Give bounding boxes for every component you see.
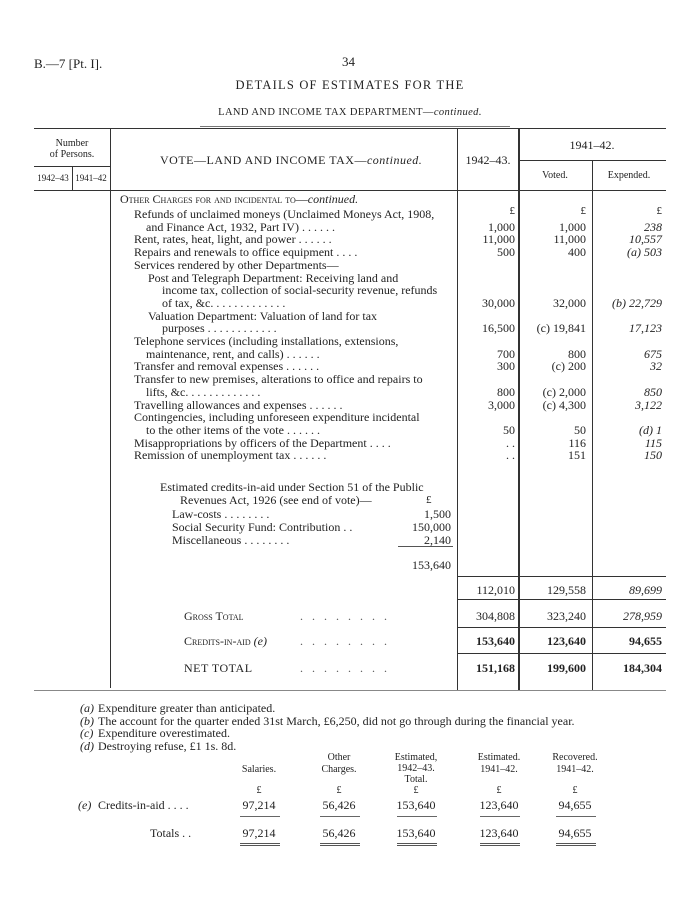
row-voted: 800 xyxy=(568,346,586,361)
summary-cell: 153,640 xyxy=(396,826,436,840)
footnote-text: Destroying refuse, £1 1s. 8d. xyxy=(98,738,237,753)
gross-total-expended: 278,959 xyxy=(623,609,662,623)
row-estimate: 16,500 xyxy=(482,321,515,336)
summary-row-mark: (e) xyxy=(78,798,92,812)
currency-est: £ xyxy=(509,205,515,217)
gross-total-est: 304,808 xyxy=(476,609,515,623)
summary-cell: 153,640 xyxy=(396,798,436,812)
table-top-rule xyxy=(34,128,666,129)
summary-col-header: Estimated, xyxy=(394,752,438,763)
department-subtitle: LAND AND INCOME TAX DEPARTMENT—continued. xyxy=(218,107,482,118)
row-description-line: Post and Telegraph Department: Receiving land and xyxy=(148,270,399,285)
expended-heading: Expended. xyxy=(607,170,651,181)
credit-item-label: Social Security Fund: Contribution . . xyxy=(172,520,353,534)
row-expended: 10,557 xyxy=(629,232,662,247)
row-description-line: Repairs and renewals to office equipment . . . . xyxy=(134,245,358,260)
row-estimate: 800 xyxy=(497,384,515,399)
summary-cell: 123,640 xyxy=(479,798,519,812)
row-description-line: Misappropriations by officers of the Department . . . . xyxy=(134,435,391,450)
row-voted: 151 xyxy=(568,448,586,463)
summary-currency: £ xyxy=(413,785,419,796)
persons-col-right xyxy=(110,128,111,688)
net-total-leader: . . . . . . . . xyxy=(300,661,390,675)
row-description-line: Contingencies, including unforeseen expenditure incidental xyxy=(134,410,420,425)
row-voted: 11,000 xyxy=(553,232,586,247)
document-reference: B.—7 [Pt. I]. xyxy=(34,56,103,71)
row-estimate: 3,000 xyxy=(488,397,515,412)
row-expended: 3,122 xyxy=(635,397,662,412)
gross-total-rule xyxy=(457,627,666,628)
summary-cell-rule xyxy=(556,843,596,846)
row-voted: (c) 4,300 xyxy=(542,397,586,412)
net-total-label: NET TOTAL xyxy=(184,661,253,675)
row-expended: (b) 22,729 xyxy=(612,295,662,310)
row-description-line: and Finance Act, 1932, Part IV) . . . . . . xyxy=(146,219,335,234)
summary-col-header: 1941–42. xyxy=(556,764,594,775)
summary-cell: 97,214 xyxy=(242,826,276,840)
summary-col-header: 1941–42. xyxy=(480,764,518,775)
footnote-text: Expenditure greater than anticipated. xyxy=(98,701,276,715)
table-header-rule xyxy=(34,190,666,191)
summary-col-header: Other xyxy=(327,752,351,763)
row-estimate: 500 xyxy=(497,245,515,260)
row-description-line: Telephone services (including installations, extensions, xyxy=(134,334,399,348)
persons-year-a: 1942–43 xyxy=(37,173,69,183)
gross-total-label: Gross Total xyxy=(184,609,244,623)
row-description-line: Remission of unemployment tax . . . . . . xyxy=(134,448,327,463)
credit-item-label: Law-costs . . . . . . . . xyxy=(172,507,270,521)
gross-total-leader: . . . . . . . . xyxy=(300,609,390,623)
credits-in-aid-leader: . . . . . . . . xyxy=(300,634,390,648)
credits-in-aid-rule xyxy=(457,653,666,654)
row-estimate: 50 xyxy=(503,422,515,437)
footnote-mark: (b) xyxy=(80,713,94,728)
credits-in-aid-label: Credits-in-aid (e) xyxy=(184,634,267,648)
number-of-persons-heading: Number of Persons. xyxy=(49,138,95,160)
table-bottom-rule xyxy=(34,690,666,691)
section-heading: Other Charges for and incidental to—continued. xyxy=(120,192,359,206)
credit-item-label: Miscellaneous . . . . . . . . xyxy=(172,533,290,547)
row-description-line: Transfer to new premises, alterations to office and repairs to xyxy=(134,372,423,387)
previous-year-heading: 1941–42. xyxy=(569,138,615,152)
credits-in-aid-expended: 94,655 xyxy=(629,634,662,648)
credits-in-aid-voted: 123,640 xyxy=(547,634,586,648)
row-description-line: maintenance, rent, and calls) . . . . . . xyxy=(146,346,320,361)
summary-cell: 94,655 xyxy=(558,826,592,840)
row-estimate: 700 xyxy=(497,346,515,361)
row-expended: (a) 503 xyxy=(627,245,662,260)
credits-currency: £ xyxy=(426,494,432,506)
summary-cell: 123,640 xyxy=(479,826,519,840)
summary-col-header: Salaries. xyxy=(241,764,277,775)
summary-cell-rule xyxy=(320,816,360,817)
summary-cell: 56,426 xyxy=(322,826,356,840)
summary-cell-rule xyxy=(397,843,437,846)
row-description-line: Transfer and removal expenses . . . . . . xyxy=(134,359,320,374)
row-voted: 32,000 xyxy=(553,295,586,310)
summary-row-label: Totals . . xyxy=(150,826,192,840)
row-description-line: purposes . . . . . . . . . . . . xyxy=(162,321,277,336)
summary-row-label: Credits-in-aid . . . . xyxy=(98,798,189,812)
row-description-line: lifts, &c. . . . . . . . . . . . . xyxy=(146,384,261,399)
summary-currency: £ xyxy=(256,785,262,796)
summary-col-header: Charges. xyxy=(321,764,357,775)
row-estimate: 1,000 xyxy=(488,219,515,234)
row-voted: 400 xyxy=(568,245,586,260)
voted-heading: Voted. xyxy=(542,170,568,181)
row-voted: (c) 19,841 xyxy=(536,321,586,336)
subtotal-voted: 129,558 xyxy=(547,583,586,597)
subtotal-rule-bottom xyxy=(457,599,666,600)
row-voted: (c) 200 xyxy=(551,359,586,374)
summary-cell: 94,655 xyxy=(558,798,592,812)
summary-cell: 97,214 xyxy=(242,798,276,812)
row-expended: 850 xyxy=(644,384,662,399)
row-expended: 115 xyxy=(644,435,662,450)
credit-item-value: 1,500 xyxy=(424,507,451,521)
row-expended: 32 xyxy=(650,359,662,374)
row-description-line: Services rendered by other Departments— xyxy=(134,257,339,272)
row-description-line: Rent, rates, heat, light, and power . . . . . . xyxy=(134,232,332,247)
page-title: DETAILS OF ESTIMATES FOR THE xyxy=(235,78,465,92)
summary-col-header: 1942–43. xyxy=(397,763,435,774)
net-total-est: 151,168 xyxy=(476,661,515,675)
row-description-line: Refunds of unclaimed moneys (Unclaimed Moneys Act, 1908, xyxy=(134,207,435,221)
row-estimate: 30,000 xyxy=(482,295,515,310)
summary-currency: £ xyxy=(572,785,578,796)
row-expended: 150 xyxy=(644,448,662,463)
credits-total: 153,640 xyxy=(412,558,451,572)
row-estimate: . . xyxy=(506,448,515,463)
row-description-line: Valuation Department: Valuation of land for tax xyxy=(148,308,378,323)
summary-col-header: Estimated. xyxy=(477,752,521,763)
row-estimate: 11,000 xyxy=(482,232,515,247)
row-description-line: income tax, collection of social-security revenue, refunds xyxy=(162,283,438,298)
estimate-year-heading: 1942–43. xyxy=(465,153,511,167)
summary-currency: £ xyxy=(496,785,502,796)
row-estimate: 300 xyxy=(497,359,515,374)
row-voted: 50 xyxy=(574,422,586,437)
credit-item-value: 150,000 xyxy=(412,520,451,534)
net-total-expended: 184,304 xyxy=(623,661,662,675)
credits-in-aid-est: 153,640 xyxy=(476,634,515,648)
row-estimate: . . xyxy=(506,435,515,450)
subtotal-est: 112,010 xyxy=(476,583,515,597)
summary-cell-rule xyxy=(556,816,596,817)
credits-underline xyxy=(398,546,453,547)
summary-cell-rule xyxy=(320,843,360,846)
summary-cell-rule xyxy=(480,816,520,817)
currency-voted: £ xyxy=(580,205,586,217)
footnote-mark: (c) xyxy=(80,726,94,740)
row-description-line: to the other items of the vote . . . . . . xyxy=(146,422,320,437)
currency-expended: £ xyxy=(656,205,662,217)
subtotal-expended: 89,699 xyxy=(629,583,662,597)
vote-heading: VOTE—LAND AND INCOME TAX—continued. xyxy=(160,153,423,167)
footnote-text: The account for the quarter ended 31st March, £6,250, did not go through during the financial year. xyxy=(98,713,575,728)
row-voted: 1,000 xyxy=(559,219,586,234)
summary-currency: £ xyxy=(336,785,342,796)
row-expended: 238 xyxy=(644,219,662,234)
credits-intro: Estimated credits-in-aid under Section 51 of the Public Revenues Act, 1926 (see end of vote)— xyxy=(160,480,424,507)
page-number: 34 xyxy=(342,54,355,69)
summary-cell-rule xyxy=(240,816,280,817)
footnote-mark: (a) xyxy=(80,701,94,715)
subtitle-rule xyxy=(200,126,510,127)
row-description-line: of tax, &c. . . . . . . . . . . . . xyxy=(162,295,286,310)
net-total-voted: 199,600 xyxy=(547,661,586,675)
subtotal-rule-top xyxy=(457,576,666,577)
row-voted: (c) 2,000 xyxy=(542,384,586,399)
persons-year-b: 1941–42 xyxy=(75,173,107,183)
footnote-mark: (d) xyxy=(80,738,94,753)
row-expended: 675 xyxy=(644,346,662,361)
summary-col-header: Total. xyxy=(404,774,428,785)
summary-cell-rule xyxy=(397,816,437,817)
row-expended: 17,123 xyxy=(629,321,662,336)
row-description-line: Travelling allowances and expenses . . . . . . xyxy=(134,397,343,412)
row-voted: 116 xyxy=(568,435,586,450)
footnote-text: Expenditure overestimated. xyxy=(98,726,230,740)
summary-cell-rule xyxy=(480,843,520,846)
row-expended: (d) 1 xyxy=(639,422,662,437)
summary-cell-rule xyxy=(240,843,280,846)
summary-col-header: Recovered. xyxy=(552,752,598,763)
summary-cell: 56,426 xyxy=(322,798,356,812)
gross-total-voted: 323,240 xyxy=(547,609,586,623)
credit-item-value: 2,140 xyxy=(424,533,451,547)
